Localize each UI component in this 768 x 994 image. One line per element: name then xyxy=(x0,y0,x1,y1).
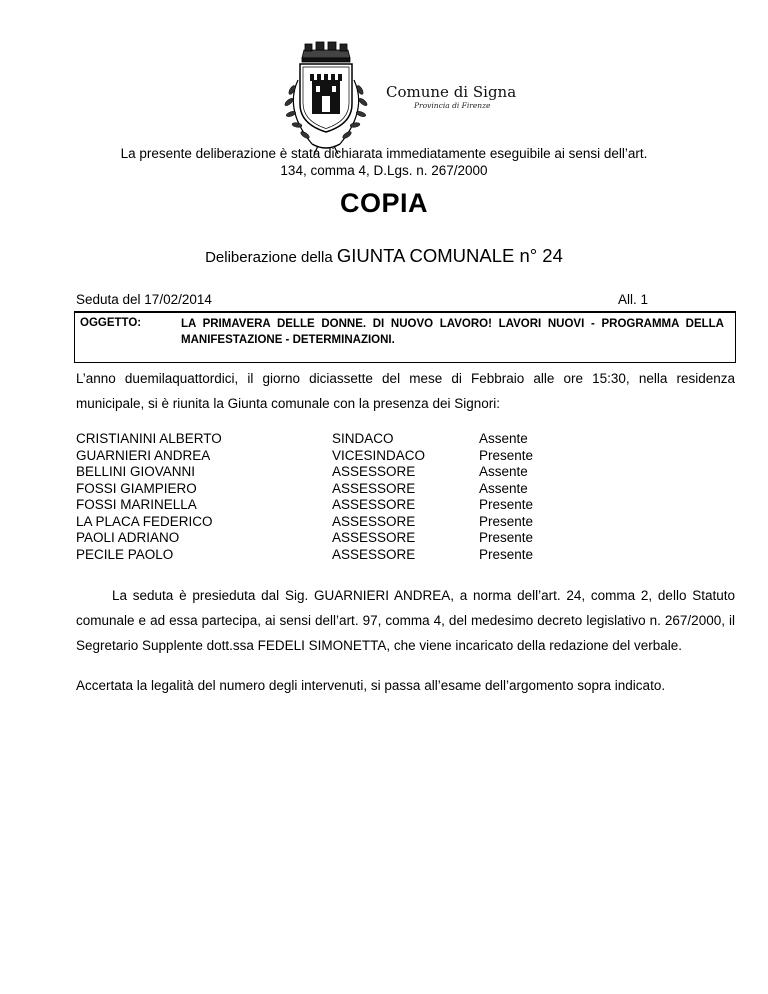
oggetto-label: OGGETTO: xyxy=(80,317,142,329)
attendance-row xyxy=(76,547,636,564)
member-name: GUARNIERI ANDREA xyxy=(76,447,211,463)
member-role: ASSESSORE xyxy=(332,513,416,529)
notice-line-2: 134, comma 4, D.Lgs. n. 267/2000 xyxy=(280,163,488,178)
provincia-name: Provincia di Firenze xyxy=(414,101,491,110)
deliberazione-organo: GIUNTA COMUNALE n° 24 xyxy=(336,245,563,266)
oggetto-text: LA PRIMAVERA DELLE DONNE. DI NUOVO LAVORO! LAVORI NUOVI - PROGRAMMA DELLA MANIFESTAZIONE - DETERMINAZIONI. xyxy=(181,318,724,346)
attendance-row xyxy=(76,481,636,498)
intro-paragraph: L’anno duemilaquattordici, il giorno diciassette del mese di Febbraio alle ore 15:30, nella residenza municipale, si è riunita la Giunta comunale con la presenza dei Signori: xyxy=(76,371,735,411)
immediate-execution-notice xyxy=(0,145,768,179)
member-status: Presente xyxy=(479,530,534,545)
oggetto-box xyxy=(74,311,736,363)
member-name: FOSSI MARINELLA xyxy=(76,497,197,512)
member-role: ASSESSORE xyxy=(332,530,416,545)
quorum-paragraph: Accertata la legalità del numero degli intervenuti, si passa all’esame dell’argomento sopra indicato. xyxy=(76,678,666,693)
member-status: Assente xyxy=(479,480,528,496)
member-role: ASSESSORE xyxy=(332,546,416,562)
allegati-count: All. 1 xyxy=(618,292,649,307)
deliberazione-prefix: Deliberazione della xyxy=(205,249,333,266)
member-role: ASSESSORE xyxy=(332,480,416,496)
member-status: Assente xyxy=(479,464,528,479)
comune-name: Comune di Signa xyxy=(386,83,517,101)
member-name: FOSSI GIAMPIERO xyxy=(76,480,197,496)
member-name: BELLINI GIOVANNI xyxy=(76,464,196,479)
attendance-list xyxy=(76,431,636,563)
attendance-row xyxy=(76,431,636,448)
member-status: Presente xyxy=(479,513,534,529)
deliberazione-heading xyxy=(0,245,768,267)
member-status: Presente xyxy=(479,546,534,562)
member-name: PAOLI ADRIANO xyxy=(76,530,180,545)
member-role: SINDACO xyxy=(332,431,394,446)
attendance-row xyxy=(76,464,636,481)
attendance-row xyxy=(76,514,636,531)
attendance-row xyxy=(76,448,636,465)
member-role: ASSESSORE xyxy=(332,464,416,479)
attendance-row xyxy=(76,497,636,514)
member-name: PECILE PAOLO xyxy=(76,546,174,562)
attendance-row xyxy=(76,530,636,547)
member-role: VICESINDACO xyxy=(332,447,426,463)
member-status: Presente xyxy=(479,447,534,463)
comune-crest-logo xyxy=(272,40,380,158)
member-status: Presente xyxy=(479,497,534,512)
member-status: Assente xyxy=(479,431,528,446)
presidency-paragraph: La seduta è presieduta dal Sig. GUARNIERI ANDREA, a norma dell’art. 24, comma 2, dello Statuto comunale e ad essa partecipa, ai sensi dell’art. 97, comma 4, del medesimo decreto legislativo n. 267/2000, il Segretario Supplente dott.ssa FEDELI SIMONETTA, che viene incaricato della redazione del verbale. xyxy=(76,588,735,653)
copia-title: COPIA xyxy=(339,188,428,218)
seduta-date: Seduta del 17/02/2014 xyxy=(76,292,212,307)
member-name: CRISTIANINI ALBERTO xyxy=(76,431,222,446)
member-role: ASSESSORE xyxy=(332,497,416,512)
notice-line-1: La presente deliberazione è stata dichiarata immediatamente eseguibile ai sensi dell’art. xyxy=(120,146,648,161)
member-name: LA PLACA FEDERICO xyxy=(76,513,213,529)
